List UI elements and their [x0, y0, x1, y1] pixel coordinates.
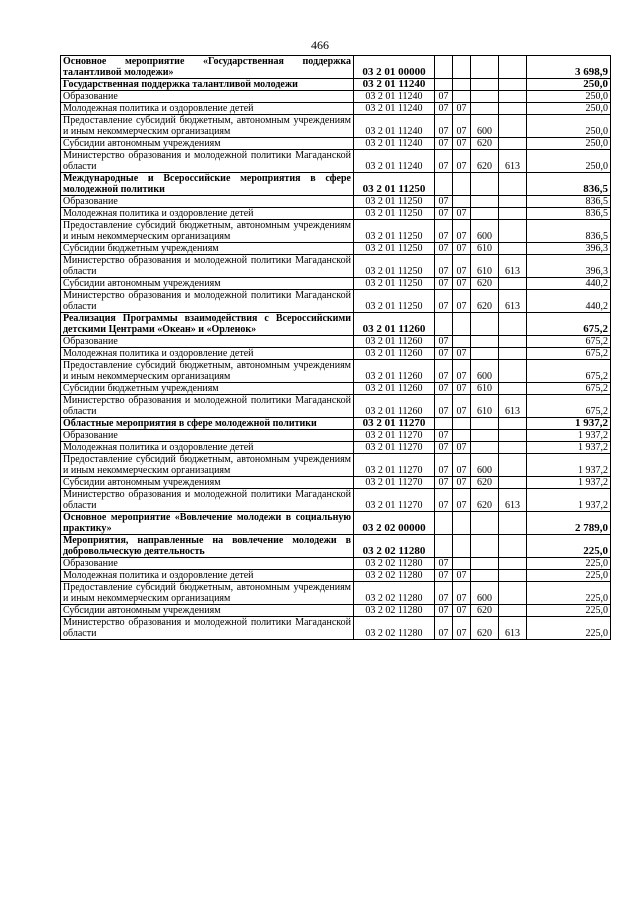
row-section-code: 07	[435, 138, 453, 150]
row-name: Образование	[61, 336, 354, 348]
row-subsection-code: 07	[453, 150, 471, 173]
row-amount: 440,2	[527, 278, 611, 290]
row-amount: 440,2	[527, 290, 611, 313]
row-subsection-code: 07	[453, 220, 471, 243]
row-name: Министерство образования и молодежной политики Магаданской области	[61, 617, 354, 640]
table-row	[61, 442, 611, 454]
row-subsection-code	[453, 336, 471, 348]
row-section-code: 07	[435, 91, 453, 103]
row-target-code: 03 2 01 11270	[354, 430, 435, 442]
row-amount: 1 937,2	[527, 489, 611, 512]
row-section-code: 07	[435, 605, 453, 617]
row-ministry-code: 613	[499, 489, 527, 512]
row-target-code: 03 2 01 11250	[354, 290, 435, 313]
row-amount: 675,2	[527, 336, 611, 348]
row-subsection-code: 07	[453, 570, 471, 582]
row-subsection-code: 07	[453, 383, 471, 395]
row-target-code: 03 2 01 11260	[354, 360, 435, 383]
row-expense-type-code	[471, 313, 499, 336]
row-ministry-code	[499, 582, 527, 605]
row-name: Предоставление субсидий бюджетным, автономным учреждениям и иным некоммерческим организациям	[61, 220, 354, 243]
row-subsection-code	[453, 173, 471, 196]
row-name: Министерство образования и молодежной политики Магаданской области	[61, 150, 354, 173]
row-ministry-code: 613	[499, 255, 527, 278]
row-target-code: 03 2 01 11260	[354, 313, 435, 336]
table-row	[61, 103, 611, 115]
row-section-code: 07	[435, 336, 453, 348]
row-target-code: 03 2 01 11240	[354, 150, 435, 173]
row-expense-type-code: 620	[471, 477, 499, 489]
row-expense-type-code: 610	[471, 243, 499, 255]
row-ministry-code: 613	[499, 395, 527, 418]
table-row	[61, 208, 611, 220]
row-section-code: 07	[435, 360, 453, 383]
table-row	[61, 91, 611, 103]
row-section-code: 07	[435, 220, 453, 243]
row-name: Предоставление субсидий бюджетным, автономным учреждениям и иным некоммерческим организациям	[61, 454, 354, 477]
row-name: Образование	[61, 196, 354, 208]
row-amount: 250,0	[527, 103, 611, 115]
row-subsection-code: 07	[453, 290, 471, 313]
row-target-code: 03 2 01 11250	[354, 255, 435, 278]
row-amount: 225,0	[527, 570, 611, 582]
row-amount: 675,2	[527, 360, 611, 383]
row-expense-type-code	[471, 558, 499, 570]
row-name: Субсидии автономным учреждениям	[61, 138, 354, 150]
table-row	[61, 336, 611, 348]
row-amount: 3 698,9	[527, 56, 611, 79]
row-name: Субсидии автономным учреждениям	[61, 477, 354, 489]
row-expense-type-code: 600	[471, 360, 499, 383]
row-section-code: 07	[435, 570, 453, 582]
row-amount: 225,0	[527, 558, 611, 570]
row-section-code: 07	[435, 454, 453, 477]
row-section-code: 07	[435, 208, 453, 220]
row-expense-type-code: 620	[471, 489, 499, 512]
row-amount: 1 937,2	[527, 442, 611, 454]
row-name: Предоставление субсидий бюджетным, автономным учреждениям и иным некоммерческим организациям	[61, 115, 354, 138]
row-expense-type-code	[471, 336, 499, 348]
table-row-heading	[61, 512, 611, 535]
row-subsection-code	[453, 558, 471, 570]
row-subsection-code: 07	[453, 454, 471, 477]
row-subsection-code: 07	[453, 489, 471, 512]
row-amount: 1 937,2	[527, 418, 611, 430]
row-target-code: 03 2 01 11250	[354, 278, 435, 290]
row-amount: 1 937,2	[527, 430, 611, 442]
row-amount: 836,5	[527, 220, 611, 243]
row-expense-type-code: 620	[471, 290, 499, 313]
row-subsection-code	[453, 313, 471, 336]
row-subsection-code	[453, 512, 471, 535]
row-subsection-code: 07	[453, 395, 471, 418]
row-name: Субсидии автономным учреждениям	[61, 605, 354, 617]
table-row	[61, 558, 611, 570]
row-target-code: 03 2 01 11270	[354, 418, 435, 430]
row-name: Основное мероприятие «Вовлечение молодежи в социальную практику»	[61, 512, 354, 535]
row-ministry-code	[499, 79, 527, 91]
row-section-code: 07	[435, 243, 453, 255]
row-expense-type-code	[471, 56, 499, 79]
row-amount: 836,5	[527, 196, 611, 208]
row-name: Предоставление субсидий бюджетным, автономным учреждениям и иным некоммерческим организациям	[61, 360, 354, 383]
row-expense-type-code	[471, 535, 499, 558]
row-amount: 675,2	[527, 383, 611, 395]
row-target-code: 03 2 01 11270	[354, 489, 435, 512]
row-subsection-code	[453, 430, 471, 442]
row-ministry-code	[499, 138, 527, 150]
row-subsection-code: 07	[453, 477, 471, 489]
row-expense-type-code: 620	[471, 605, 499, 617]
table-row	[61, 220, 611, 243]
row-ministry-code	[499, 348, 527, 360]
row-ministry-code	[499, 383, 527, 395]
table-row	[61, 617, 611, 640]
row-section-code: 07	[435, 617, 453, 640]
table-row	[61, 278, 611, 290]
row-amount: 250,0	[527, 91, 611, 103]
row-section-code: 07	[435, 196, 453, 208]
row-expense-type-code	[471, 418, 499, 430]
row-section-code: 07	[435, 278, 453, 290]
row-ministry-code	[499, 570, 527, 582]
row-expense-type-code: 620	[471, 278, 499, 290]
row-ministry-code: 613	[499, 290, 527, 313]
row-amount: 250,0	[527, 115, 611, 138]
row-name: Министерство образования и молодежной политики Магаданской области	[61, 255, 354, 278]
row-amount: 250,0	[527, 150, 611, 173]
row-target-code: 03 2 01 11260	[354, 336, 435, 348]
row-section-code: 07	[435, 395, 453, 418]
row-name: Молодежная политика и оздоровление детей	[61, 103, 354, 115]
row-name: Министерство образования и молодежной политики Магаданской области	[61, 395, 354, 418]
row-section-code	[435, 56, 453, 79]
row-ministry-code	[499, 336, 527, 348]
row-target-code: 03 2 01 11270	[354, 477, 435, 489]
row-name: Министерство образования и молодежной политики Магаданской области	[61, 290, 354, 313]
row-section-code: 07	[435, 255, 453, 278]
table-row-heading	[61, 418, 611, 430]
row-amount: 675,2	[527, 348, 611, 360]
row-expense-type-code: 600	[471, 454, 499, 477]
row-expense-type-code: 610	[471, 383, 499, 395]
row-subsection-code: 07	[453, 208, 471, 220]
row-target-code: 03 2 01 11250	[354, 208, 435, 220]
row-expense-type-code: 620	[471, 617, 499, 640]
row-ministry-code	[499, 91, 527, 103]
row-subsection-code: 07	[453, 255, 471, 278]
table-row	[61, 430, 611, 442]
row-section-code	[435, 512, 453, 535]
row-name: Министерство образования и молодежной политики Магаданской области	[61, 489, 354, 512]
row-expense-type-code	[471, 79, 499, 91]
row-name: Образование	[61, 91, 354, 103]
row-ministry-code	[499, 115, 527, 138]
row-ministry-code	[499, 313, 527, 336]
row-target-code: 03 2 01 11240	[354, 103, 435, 115]
table-row	[61, 150, 611, 173]
row-subsection-code: 07	[453, 360, 471, 383]
row-amount: 225,0	[527, 617, 611, 640]
row-ministry-code	[499, 220, 527, 243]
row-subsection-code: 07	[453, 278, 471, 290]
row-name: Молодежная политика и оздоровление детей	[61, 348, 354, 360]
row-expense-type-code	[471, 430, 499, 442]
table-row-heading	[61, 56, 611, 79]
row-name: Молодежная политика и оздоровление детей	[61, 208, 354, 220]
row-target-code: 03 2 02 11280	[354, 582, 435, 605]
row-expense-type-code: 620	[471, 138, 499, 150]
table-row	[61, 115, 611, 138]
row-subsection-code: 07	[453, 243, 471, 255]
row-name: Молодежная политика и оздоровление детей	[61, 442, 354, 454]
row-subsection-code: 07	[453, 115, 471, 138]
row-subsection-code: 07	[453, 442, 471, 454]
row-subsection-code: 07	[453, 582, 471, 605]
table-row	[61, 196, 611, 208]
row-expense-type-code: 620	[471, 150, 499, 173]
table-row	[61, 454, 611, 477]
budget-table	[60, 55, 611, 640]
row-section-code: 07	[435, 582, 453, 605]
row-section-code: 07	[435, 477, 453, 489]
budget-table-body	[61, 56, 611, 640]
row-section-code	[435, 79, 453, 91]
row-name: Образование	[61, 558, 354, 570]
row-section-code	[435, 418, 453, 430]
row-target-code: 03 2 01 00000	[354, 56, 435, 79]
row-ministry-code	[499, 558, 527, 570]
row-ministry-code	[499, 512, 527, 535]
row-target-code: 03 2 01 11260	[354, 348, 435, 360]
row-name: Субсидии бюджетным учреждениям	[61, 383, 354, 395]
row-name: Мероприятия, направленные на вовлечение молодежи в добровольческую деятельность	[61, 535, 354, 558]
row-ministry-code	[499, 418, 527, 430]
row-target-code: 03 2 01 11240	[354, 79, 435, 91]
row-name: Областные мероприятия в сфере молодежной политики	[61, 418, 354, 430]
table-row	[61, 489, 611, 512]
row-amount: 225,0	[527, 605, 611, 617]
row-target-code: 03 2 01 11240	[354, 115, 435, 138]
row-subsection-code: 07	[453, 138, 471, 150]
table-row	[61, 582, 611, 605]
row-subsection-code: 07	[453, 348, 471, 360]
row-name: Субсидии автономным учреждениям	[61, 278, 354, 290]
row-expense-type-code	[471, 208, 499, 220]
row-expense-type-code	[471, 196, 499, 208]
table-row	[61, 360, 611, 383]
table-row	[61, 383, 611, 395]
row-target-code: 03 2 01 11250	[354, 173, 435, 196]
row-name: Предоставление субсидий бюджетным, автономным учреждениям и иным некоммерческим организациям	[61, 582, 354, 605]
row-subsection-code	[453, 535, 471, 558]
row-ministry-code	[499, 196, 527, 208]
row-amount: 2 789,0	[527, 512, 611, 535]
row-section-code: 07	[435, 558, 453, 570]
row-amount: 836,5	[527, 173, 611, 196]
row-target-code: 03 2 01 11250	[354, 243, 435, 255]
row-target-code: 03 2 01 11250	[354, 196, 435, 208]
row-subsection-code: 07	[453, 617, 471, 640]
row-ministry-code	[499, 243, 527, 255]
row-expense-type-code	[471, 348, 499, 360]
row-amount: 250,0	[527, 79, 611, 91]
row-target-code: 03 2 02 11280	[354, 570, 435, 582]
row-ministry-code	[499, 56, 527, 79]
row-expense-type-code	[471, 103, 499, 115]
row-section-code: 07	[435, 442, 453, 454]
row-amount: 225,0	[527, 535, 611, 558]
table-row	[61, 395, 611, 418]
table-row	[61, 348, 611, 360]
row-ministry-code	[499, 442, 527, 454]
row-target-code: 03 2 01 11270	[354, 454, 435, 477]
row-amount: 836,5	[527, 208, 611, 220]
row-target-code: 03 2 02 00000	[354, 512, 435, 535]
row-subsection-code: 07	[453, 605, 471, 617]
row-target-code: 03 2 01 11240	[354, 138, 435, 150]
row-section-code: 07	[435, 115, 453, 138]
row-section-code: 07	[435, 383, 453, 395]
table-row	[61, 477, 611, 489]
row-amount: 1 937,2	[527, 477, 611, 489]
row-ministry-code	[499, 173, 527, 196]
row-expense-type-code: 610	[471, 255, 499, 278]
row-target-code: 03 2 01 11260	[354, 383, 435, 395]
table-row-heading	[61, 173, 611, 196]
row-target-code: 03 2 02 11280	[354, 558, 435, 570]
row-section-code: 07	[435, 348, 453, 360]
table-row-heading	[61, 535, 611, 558]
row-amount: 225,0	[527, 582, 611, 605]
page-number: 466	[311, 38, 329, 52]
row-expense-type-code	[471, 570, 499, 582]
row-name: Субсидии бюджетным учреждениям	[61, 243, 354, 255]
row-subsection-code	[453, 196, 471, 208]
row-ministry-code: 613	[499, 617, 527, 640]
row-expense-type-code	[471, 173, 499, 196]
row-ministry-code	[499, 430, 527, 442]
row-section-code	[435, 313, 453, 336]
row-subsection-code	[453, 91, 471, 103]
row-subsection-code: 07	[453, 103, 471, 115]
table-row	[61, 605, 611, 617]
row-expense-type-code: 600	[471, 582, 499, 605]
row-amount: 396,3	[527, 255, 611, 278]
row-name: Молодежная политика и оздоровление детей	[61, 570, 354, 582]
row-ministry-code	[499, 454, 527, 477]
row-subsection-code	[453, 56, 471, 79]
row-name: Международные и Всероссийские мероприятия в сфере молодежной политики	[61, 173, 354, 196]
row-target-code: 03 2 01 11250	[354, 220, 435, 243]
row-section-code: 07	[435, 430, 453, 442]
row-target-code: 03 2 01 11260	[354, 395, 435, 418]
row-expense-type-code: 610	[471, 395, 499, 418]
row-subsection-code	[453, 418, 471, 430]
row-target-code: 03 2 01 11240	[354, 91, 435, 103]
table-row-heading	[61, 313, 611, 336]
row-ministry-code	[499, 360, 527, 383]
row-expense-type-code	[471, 442, 499, 454]
row-amount: 1 937,2	[527, 454, 611, 477]
row-target-code: 03 2 01 11270	[354, 442, 435, 454]
row-ministry-code	[499, 535, 527, 558]
row-name: Государственная поддержка талантливой молодежи	[61, 79, 354, 91]
row-section-code	[435, 173, 453, 196]
row-section-code: 07	[435, 290, 453, 313]
row-expense-type-code	[471, 91, 499, 103]
row-amount: 250,0	[527, 138, 611, 150]
row-expense-type-code	[471, 512, 499, 535]
row-amount: 675,2	[527, 395, 611, 418]
row-section-code: 07	[435, 489, 453, 512]
table-row	[61, 243, 611, 255]
table-row	[61, 138, 611, 150]
row-expense-type-code: 600	[471, 220, 499, 243]
row-ministry-code	[499, 278, 527, 290]
row-target-code: 03 2 02 11280	[354, 535, 435, 558]
row-amount: 396,3	[527, 243, 611, 255]
row-expense-type-code: 600	[471, 115, 499, 138]
row-ministry-code: 613	[499, 150, 527, 173]
row-section-code: 07	[435, 150, 453, 173]
row-section-code: 07	[435, 103, 453, 115]
row-subsection-code	[453, 79, 471, 91]
table-row	[61, 290, 611, 313]
row-target-code: 03 2 02 11280	[354, 605, 435, 617]
row-name: Основное мероприятие «Государственная поддержка талантливой молодежи»	[61, 56, 354, 79]
row-section-code	[435, 535, 453, 558]
row-target-code: 03 2 02 11280	[354, 617, 435, 640]
table-row	[61, 255, 611, 278]
row-name: Реализация Программы взаимодействия с Всероссийскими детскими Центрами «Океан» и «Орленок»	[61, 313, 354, 336]
row-ministry-code	[499, 605, 527, 617]
row-ministry-code	[499, 103, 527, 115]
table-row-heading	[61, 79, 611, 91]
table-row	[61, 570, 611, 582]
row-ministry-code	[499, 477, 527, 489]
row-ministry-code	[499, 208, 527, 220]
row-name: Образование	[61, 430, 354, 442]
row-amount: 675,2	[527, 313, 611, 336]
